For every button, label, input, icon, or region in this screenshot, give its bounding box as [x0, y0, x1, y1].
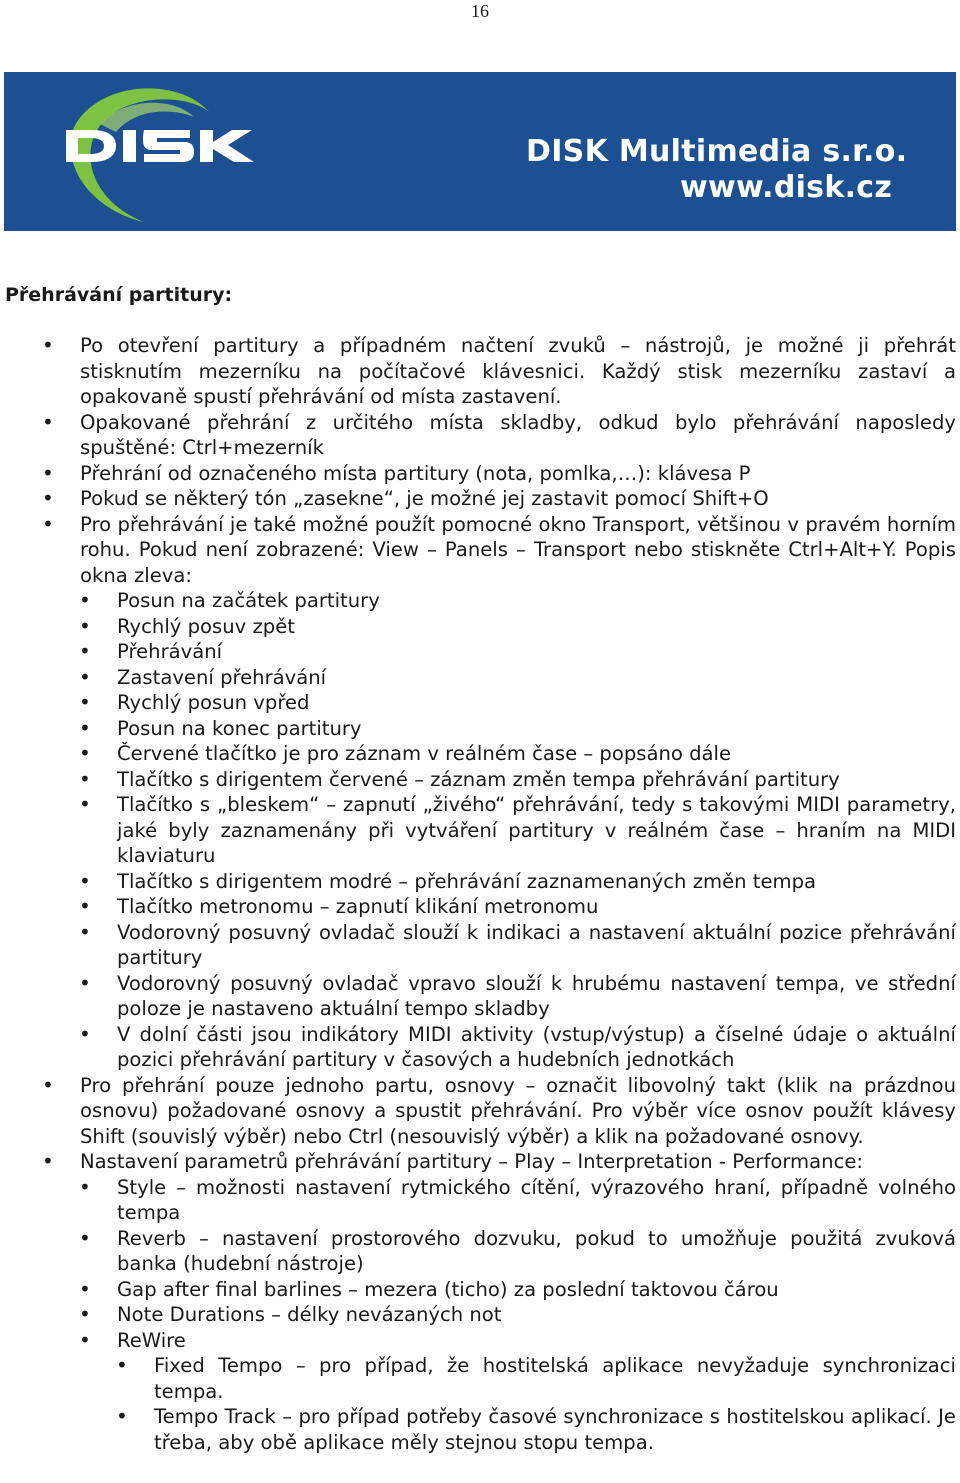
bullet-icon: • — [79, 766, 91, 791]
list-item: • Nastavení parametrů přehrávání partitury – Play – Interpretation - Performance: • Style – možnosti nastavení rytmického cítění, výrazového hraní, případně volného tempa • Reverb – nastavení prostorového dozvuku, pokud to umožňuje použitá zvuková banka (hudební nástroje) • Gap after final barlines – mezera (ticho) za poslední taktovou čárou • Note Durations – délky nevázaných not • ReWire • Fixed Tempo – pro případ, že hostitelská aplikace nevyžaduje synchronizaci tempa. • Tempo Track – pro případ potřeby časové synchronizace s hostitelskou aplikací. Je třeba, aby obě aplikace měly stejnou stopu tempa. — [42, 1149, 956, 1454]
sub-list-item: • Style – možnosti nastavení rytmického cítění, výrazového hraní, případně volného tempa — [79, 1174, 956, 1224]
section-heading: Přehrávání partitury: — [5, 284, 233, 306]
bullet-icon: • — [42, 409, 54, 434]
sub-sub-list — [117, 1353, 956, 1455]
bullet-icon: • — [79, 690, 91, 714]
sub-list-item: • Rychlý posun vpřed — [79, 690, 310, 714]
bullet-icon: • — [42, 460, 54, 485]
sub-list-item: • Přehrávání — [79, 639, 223, 663]
bullet-icon: • — [79, 741, 91, 765]
bullet-icon: • — [79, 919, 91, 944]
bullet-icon: • — [79, 868, 91, 893]
list-item: • Opakované přehrání z určitého místa skladby, odkud bylo přehrávání naposledy spuštěné: Ctrl+mezerník — [42, 409, 956, 459]
bullet-icon: • — [79, 1021, 91, 1046]
page-number: 16 — [471, 1, 489, 21]
bullet-icon: • — [79, 970, 91, 995]
bullet-icon: • — [79, 588, 91, 612]
sub-sub-list-item: • Fixed Tempo – pro případ, že hostitelská aplikace nevyžaduje synchronizaci tempa. — [116, 1353, 956, 1403]
bullet-icon: • — [42, 1149, 54, 1173]
sub-list — [80, 588, 956, 1073]
sub-list-item: • Gap after final barlines – mezera (ticho) za poslední taktovou čárou — [79, 1276, 779, 1301]
sub-list-item: • Vodorovný posuvný ovladač vpravo slouží k hrubému nastavení tempa, ve střední poloze je nastaveno aktuální tempo skladby — [79, 970, 956, 1020]
bullet-icon: • — [79, 1302, 91, 1326]
sub-list-item: • Posun na konec partitury — [79, 715, 362, 740]
company-banner — [4, 72, 956, 231]
bullet-icon: • — [79, 613, 91, 638]
company-url: www.disk.cz — [680, 170, 893, 205]
sub-list-item: • Zastavení přehrávání — [79, 664, 327, 689]
bullet-icon: • — [79, 1225, 91, 1250]
bullet-icon: • — [42, 511, 54, 536]
sub-list-item: • V dolní části jsou indikátory MIDI aktivity (vstup/výstup) a číselné údaje o aktuální pozici přehrávání partitury v časových a hudebních jednotkách — [79, 1021, 956, 1071]
sub-list-item: • Vodorovný posuvný ovladač slouží k indikaci a nastavení aktuální pozice přehrávání partitury — [79, 919, 956, 969]
sub-list-item: • Reverb – nastavení prostorového dozvuku, pokud to umožňuje použitá zvuková banka (hudební nástroje) — [79, 1225, 956, 1275]
bullet-icon: • — [79, 639, 91, 663]
sub-list-item: • Rychlý posuv zpět — [79, 613, 295, 638]
company-name: DISK Multimedia s.r.o. — [526, 134, 908, 169]
sub-list-item: • Tlačítko metronomu – zapnutí klikání metronomu — [79, 894, 599, 918]
bullet-icon: • — [79, 1174, 91, 1199]
sub-list-item: • Červené tlačítko je pro záznam v reálném čase – popsáno dále — [79, 741, 732, 765]
bullet-icon: • — [79, 792, 91, 816]
bullet-icon: • — [79, 664, 91, 689]
sub-list-item: • Tlačítko s dirigentem modré – přehrávání zaznamenaných změn tempa — [79, 868, 817, 893]
sub-sub-list-item: • Tempo Track – pro případ potřeby časové synchronizace s hostitelskou aplikací. Je třeba, aby obě aplikace měly stejnou stopu tempa. — [116, 1404, 956, 1454]
sub-list-item: • Tlačítko s „bleskem“ – zapnutí „živého“ přehrávání, tedy s takovými MIDI parametry, jaké byly zaznamenány při vytváření partitury v reálném čase – hraním na MIDI klaviaturu — [79, 792, 956, 867]
list-item: • Přehrání od označeného místa partitury (nota, pomlka,…): klávesa P — [42, 460, 751, 485]
bullet-icon: • — [42, 1072, 54, 1097]
bullet-icon: • — [42, 333, 54, 357]
sub-list-item: • Posun na začátek partitury — [79, 588, 380, 612]
document-body — [0, 333, 960, 1455]
list-item: • Po otevření partitury a případném načtení zvuků – nástrojů, je možné ji přehrát stisknutím mezerníku na počítačové klávesnici. Každý stisk mezerníku zastaví a opakovaně spustí přehrávání od místa zastavení. — [42, 333, 956, 408]
list-item: • Pro přehrání pouze jednoho partu, osnovy – označit libovolný takt (klik na prázdnou osnovu) požadované osnovy a spustit přehrávání. Pro výběr více osnov použít klávesy Shift (souvislý výběr) nebo Ctrl (nesouvislý výběr) a klik na požadované osnovy. — [42, 1072, 956, 1148]
sub-list-item: • Tlačítko s dirigentem červené – záznam změn tempa přehrávání partitury — [79, 766, 840, 791]
list-item: • Pokud se některý tón „zasekne“, je možné jej zastavit pomocí Shift+O — [42, 486, 769, 510]
bullet-icon: • — [42, 486, 54, 510]
bullet-icon: • — [116, 1404, 128, 1428]
bullet-icon: • — [79, 715, 91, 740]
bullet-list — [0, 333, 960, 1455]
bullet-icon: • — [79, 894, 91, 918]
bullet-icon: • — [79, 1327, 91, 1352]
list-item: • Pro přehrávání je také možné použít pomocné okno Transport, většinou v pravém horním rohu. Pokud není zobrazené: View – Panels – Transport nebo stiskněte Ctrl+Alt+Y. Popis okna zleva: • Posun na začátek partitury • Rychlý posuv zpět • Přehrávání • Zastavení přehrávání • Rychlý posun vpřed • Posun na konec partitury • Červené tlačítko je pro záznam v reálném čase – popsáno dále • Tlačítko s dirigentem červené – záznam změn tempa přehrávání partitury • Tlačítko s „bleskem“ – zapnutí „živého“ přehrávání, tedy s takovými MIDI parametry, jaké byly zaznamenány při vytváření partitury v reálném čase – hraním na MIDI klaviaturu • Tlačítko s dirigentem modré – přehrávání zaznamenaných změn tempa • Tlačítko metronomu – zapnutí klikání metronomu • Vodorovný posuvný ovladač slouží k indikaci a nastavení aktuální pozice přehrávání partitury • Vodorovný posuvný ovladač vpravo slouží k hrubému nastavení tempa, ve střední poloze je nastaveno aktuální tempo skladby • V dolní části jsou indikátory MIDI aktivity (vstup/výstup) a číselné údaje o aktuální pozici přehrávání partitury v časových a hudebních jednotkách — [42, 511, 956, 1071]
bullet-icon: • — [79, 1276, 91, 1301]
bullet-icon: • — [116, 1353, 128, 1377]
sub-list-item: • Note Durations – délky nevázaných not — [79, 1302, 502, 1326]
sub-list-item: • ReWire • Fixed Tempo – pro případ, že hostitelská aplikace nevyžaduje synchronizaci tempa. • Tempo Track – pro případ potřeby časové synchronizace s hostitelskou aplikací. Je třeba, aby obě aplikace měly stejnou stopu tempa. — [79, 1327, 956, 1454]
sub-list — [80, 1175, 956, 1456]
